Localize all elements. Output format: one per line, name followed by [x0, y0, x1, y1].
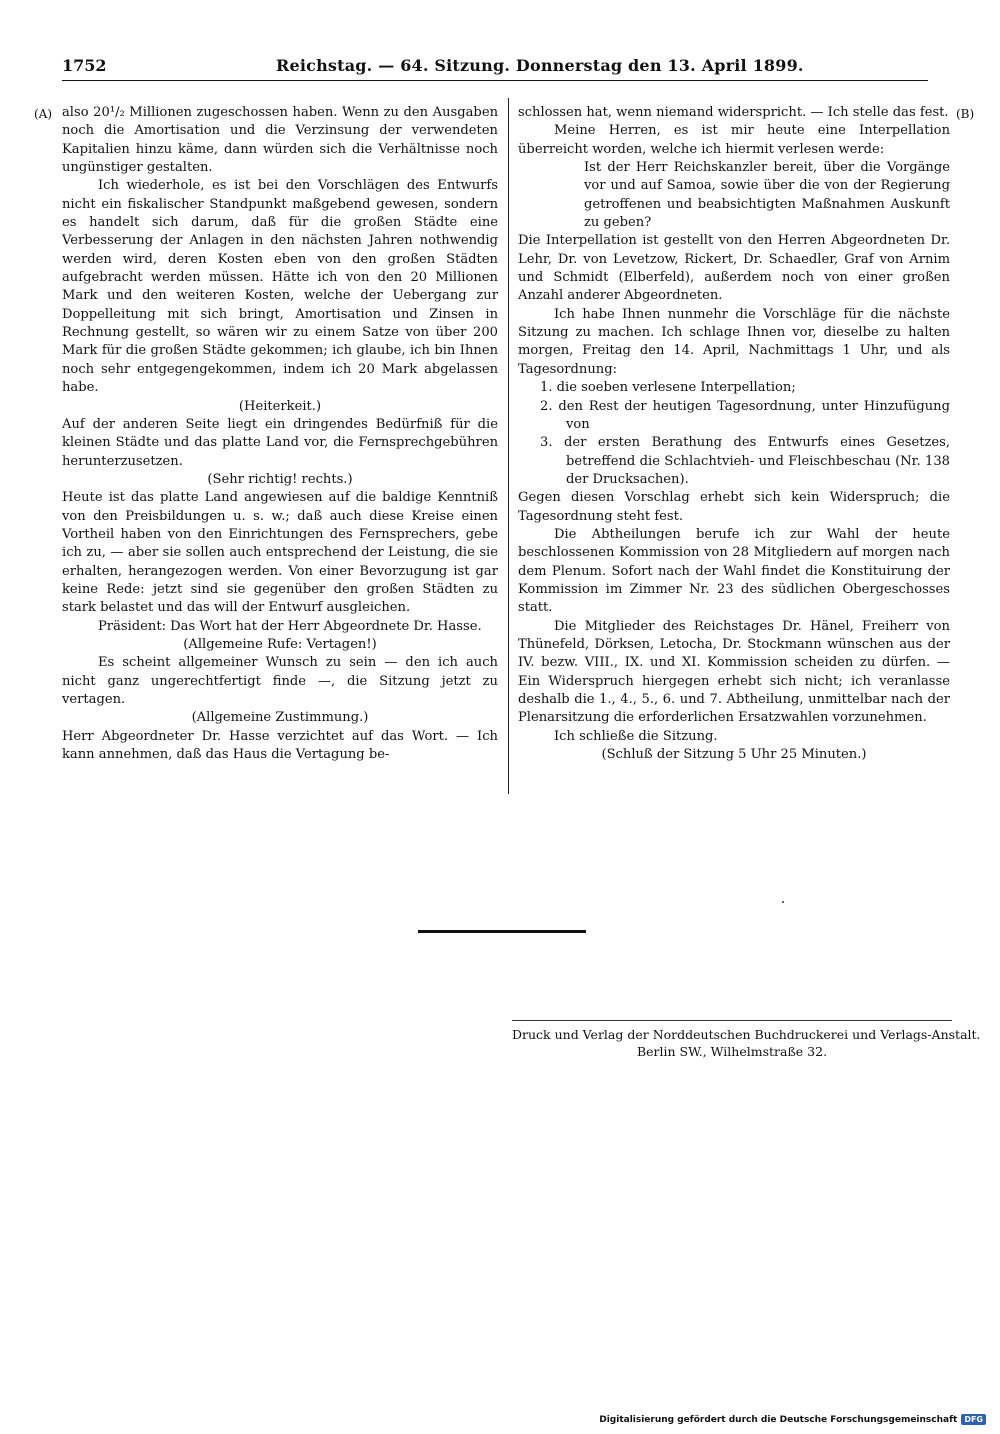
- page-number: 1752: [62, 56, 107, 75]
- speck: [782, 901, 784, 903]
- paragraph: Auf der anderen Seite liegt ein dringendes Bedürfniß für die kleinen Städte und das platte Land vor, die Fernsprechgebühren herunterzusetzen.: [62, 416, 498, 469]
- agenda-item: 3. der ersten Berathung des Entwurfs eines Gesetzes, betreffend die Schlachtvieh- und Fleischbeschau (Nr. 138 der Drucksachen).: [540, 435, 950, 487]
- stage-direction: (Allgemeine Zustimmung.): [191, 710, 369, 726]
- paragraph: Ich schließe die Sitzung.: [554, 728, 718, 744]
- agenda-item: 2. den Rest der heutigen Tagesordnung, unter Hinzufügung von: [540, 398, 950, 432]
- stage-direction: (Sehr richtig! rechts.): [207, 471, 353, 487]
- column-divider: [508, 98, 509, 794]
- imprint-rule: [512, 1020, 952, 1021]
- paragraph: Herr Abgeordneter Dr. Hasse verzichtet auf das Wort. — Ich kann annehmen, daß das Haus die Vertagung be-: [62, 728, 498, 763]
- paragraph: schlossen hat, wenn niemand widerspricht. — Ich stelle das fest.: [518, 105, 949, 120]
- closing-note: (Schluß der Sitzung 5 Uhr 25 Minuten.): [601, 747, 867, 763]
- margin-marker-b: (B): [956, 107, 975, 121]
- paragraph: Es scheint allgemeiner Wunsch zu sein — den ich auch nicht ganz ungerechtfertigt finde —, die Sitzung jetzt zu vertagen.: [62, 655, 498, 707]
- left-column: [62, 104, 498, 764]
- paragraph: Gegen diesen Vorschlag erhebt sich kein Widerspruch; die Tagesordnung steht fest.: [518, 490, 950, 524]
- paragraph: Heute ist das platte Land angewiesen auf die baldige Kenntniß von den Preisbildungen u. s. w.; daß auch diese Kreise einen Vortheil haben von den Einrichtungen des Fernsprechers, gebe ich zu, — aber sie sollen auch entsprechend der Leistung, die sie erhalten, herangezogen werden. Von einer Bevorzugung ist gar keine Rede: jetzt sind sie gegenüber den großen Städten zu stark belastet und das will der Entwurf ausgleichen.: [62, 490, 498, 616]
- page-header: [62, 54, 928, 81]
- credit-text: Digitalisierung gefördert durch die Deutsche Forschungsgemeinschaft: [599, 1414, 958, 1425]
- agenda-item: 1. die soeben verlesene Interpellation;: [540, 380, 796, 396]
- paragraph: Meine Herren, es ist mir heute eine Interpellation überreicht worden, welche ich hiermit verlesen werde:: [518, 123, 950, 157]
- paragraph: Die Abtheilungen berufe ich zur Wahl der heute beschlossenen Kommission von 28 Mitgliedern auf morgen nach dem Plenum. Sofort nach der Wahl findet die Konstituirung der Kommission im Zimmer Nr. 23 des südlichen Obergeschosses statt.: [518, 526, 950, 616]
- margin-marker-a: (A): [34, 107, 53, 121]
- paragraph: Die Interpellation ist gestellt von den Herren Abgeordneten Dr. Lehr, Dr. von Levetzow, Rickert, Dr. Schaedler, Graf von Arnim und Schmidt (Elberfeld), außerdem noch von einer großen Anzahl anderer Abgeordneten.: [518, 233, 950, 304]
- stage-direction: (Allgemeine Rufe: Vertagen!): [183, 636, 377, 652]
- end-rule: [418, 930, 586, 933]
- imprint-line: Berlin SW., Wilhelmstraße 32.: [636, 1044, 828, 1059]
- paragraph: also 20¹/₂ Millionen zugeschossen haben. Wenn zu den Ausgaben noch die Amortisation und die Verzinsung der verwendeten Kapitalien hinzu käme, dann würden sich die Verhältnisse noch ungünstiger gestalten.: [62, 105, 498, 176]
- paragraph: Ich wiederhole, es ist bei den Vorschlägen des Entwurfs nicht ein fiskalischer Standpunkt maßgebend gewesen, sondern es handelt sich darum, daß für die großen Städte eine Verbesserung der Anlagen in den nächsten Jahren nothwendig werden wird, deren Kosten eben von den großen Städten aufgebracht werden müssen. Hätte ich von den 20 Millionen Mark und den weiteren Kosten, welche der Uebergang zur Doppelleitung mit sich bringt, Amortisation und Zinsen in Rechnung gestellt, so wären wir zu einem Satze von über 200 Mark für die großen Städte gekommen; ich glaube, ich bin Ihnen noch sehr entgegengekommen, indem ich 20 Mark abgelassen habe.: [62, 178, 498, 396]
- imprint: [512, 1026, 981, 1060]
- dfg-logo-icon: DFG: [961, 1414, 986, 1425]
- right-column: [518, 104, 950, 764]
- stage-direction: (Heiterkeit.): [238, 398, 322, 414]
- interpellation-quote: Ist der Herr Reichskanzler bereit, über die Vorgänge vor und auf Samoa, sowie über die von der Regierung getroffenen und beabsichtigten Maßnahmen Auskunft zu geben?: [584, 160, 950, 231]
- speaker-paragraph: Präsident: Das Wort hat der Herr Abgeordnete Dr. Hasse.: [98, 618, 482, 634]
- paragraph: Ich habe Ihnen nunmehr die Vorschläge für die nächste Sitzung zu machen. Ich schlage Ihnen vor, dieselbe zu halten morgen, Freitag den 14. April, Nachmittags 1 Uhr, und als Tagesordnung:: [518, 306, 950, 377]
- imprint-line: Druck und Verlag der Norddeutschen Buchdruckerei und Verlags-Anstalt.: [512, 1027, 981, 1042]
- digitization-credit: [599, 1414, 986, 1425]
- running-title: Reichstag. — 64. Sitzung. Donnerstag den 13. April 1899.: [276, 56, 804, 75]
- paragraph: Die Mitglieder des Reichstages Dr. Hänel, Freiherr von Thünefeld, Dörksen, Letocha, Dr. Stockmann wünschen aus der IV. bezw. VIII., IX. und XI. Kommission scheiden zu dürfen. — Ein Widerspruch hiergegen erhebt sich nicht; ich veranlasse deshalb die 1., 4., 5., 6. und 7. Abtheilung, unmittelbar nach der Plenarsitzung die erforderlichen Ersatzwahlen vorzunehmen.: [518, 618, 950, 726]
